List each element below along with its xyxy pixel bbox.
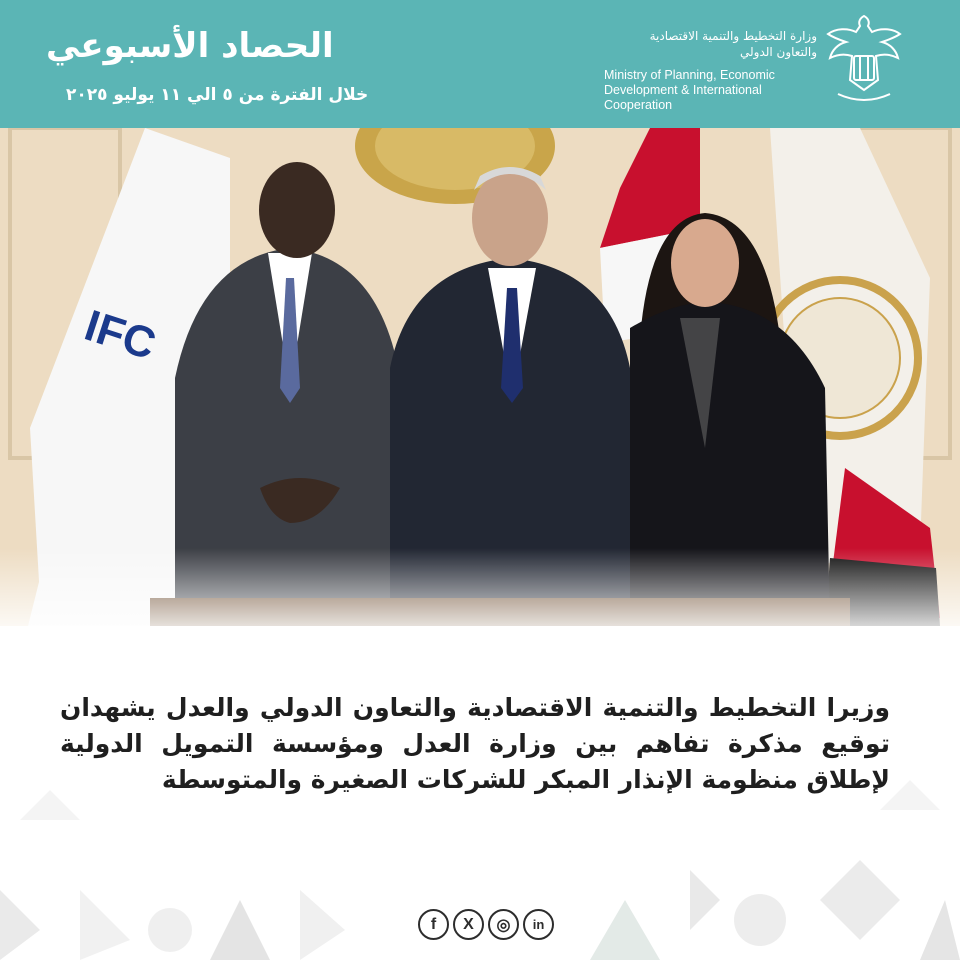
ministry-name-arabic <box>650 28 817 60</box>
photo-fade-overlay <box>0 548 960 626</box>
signing-ceremony-photo <box>0 128 960 626</box>
instagram-icon[interactable]: ◎ <box>488 909 519 940</box>
ministry-name-english <box>604 68 834 113</box>
ministry-name-ar-line1: وزارة التخطيط والتنمية الاقتصادية <box>649 29 817 43</box>
ministry-name-en-line1: Ministry of Planning, Economic <box>604 68 775 82</box>
ministry-name-en-line2: Development & International <box>604 83 762 97</box>
header-banner <box>0 0 960 128</box>
social-links <box>418 909 554 943</box>
x-icon[interactable]: X <box>453 909 484 940</box>
ministry-name-ar-line2: والتعاون الدولي <box>739 45 817 59</box>
eagle-emblem-icon <box>824 10 904 114</box>
ministry-name-en-line3: Cooperation <box>604 98 673 112</box>
date-range-subtitle: خلال الفترة من ٥ الي ١١ يوليو ٢٠٢٥ <box>66 85 369 105</box>
news-caption: وزيرا التخطيط والتنمية الاقتصادية والتعاون الدولي والعدل يشهدان توقيع مذكرة تفاهم بين وزارة العدل ومؤسسة التمويل الدولية لإطلاق منظومة الإنذار المبكر للشركات الصغيرة والمتوسطة <box>60 693 890 794</box>
page-title: الحصاد الأسبوعي <box>46 26 334 66</box>
linkedin-icon[interactable]: in <box>523 909 554 940</box>
facebook-icon[interactable]: f <box>418 909 449 940</box>
ifc-flag-logo: IFC <box>78 300 162 370</box>
